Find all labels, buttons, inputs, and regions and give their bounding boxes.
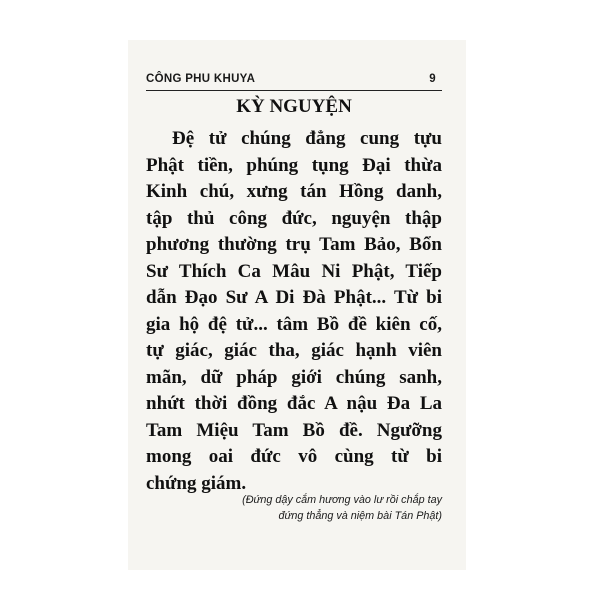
text-line: nhứt thời đồng đắc A nậu Đa La: [146, 393, 442, 414]
text-line: chứng giám.: [146, 472, 247, 494]
section-title: KỲ NGUYỆN: [236, 96, 352, 117]
text-line: Kinh chú, xưng tán Hồng danh,: [146, 181, 442, 202]
instruction-line-2: đứng thẳng và niệm bài Tán Phật): [278, 510, 442, 522]
text-line: phương thường trụ Tam Bảo, Bổn: [146, 234, 442, 255]
text-line: gia hộ đệ tử... tâm Bồ đề kiên cố,: [146, 313, 442, 335]
running-title: CÔNG PHU KHUYA: [146, 73, 256, 85]
text-line: Sư Thích Ca Mâu Ni Phật, Tiếp: [146, 260, 442, 282]
text-line: Đệ tử chúng đẳng cung tựu: [172, 128, 442, 149]
instruction-line-1: (Đứng dậy cắm hương vào lư rồi chắp tay: [242, 494, 442, 506]
text-line: mong oai đức vô cùng từ bi: [146, 446, 442, 467]
instruction-note: [146, 492, 442, 524]
running-header: [146, 73, 442, 91]
text-line: Phật tiền, phúng tụng Đại thừa: [146, 154, 442, 176]
page-number: 9: [429, 73, 436, 85]
text-line: Tam Miệu Tam Bồ đề. Ngưỡng: [146, 419, 442, 441]
text-line: tự giác, giác tha, giác hạnh viên: [146, 340, 442, 361]
text-line: dẫn Đạo Sư A Di Đà Phật... Từ bi: [146, 287, 442, 308]
header-rule: [146, 90, 442, 91]
text-line: tập thủ công đức, nguyện thập: [146, 207, 442, 229]
text-line: mãn, dữ pháp giới chúng sanh,: [146, 366, 442, 388]
prayer-text: [146, 126, 442, 497]
